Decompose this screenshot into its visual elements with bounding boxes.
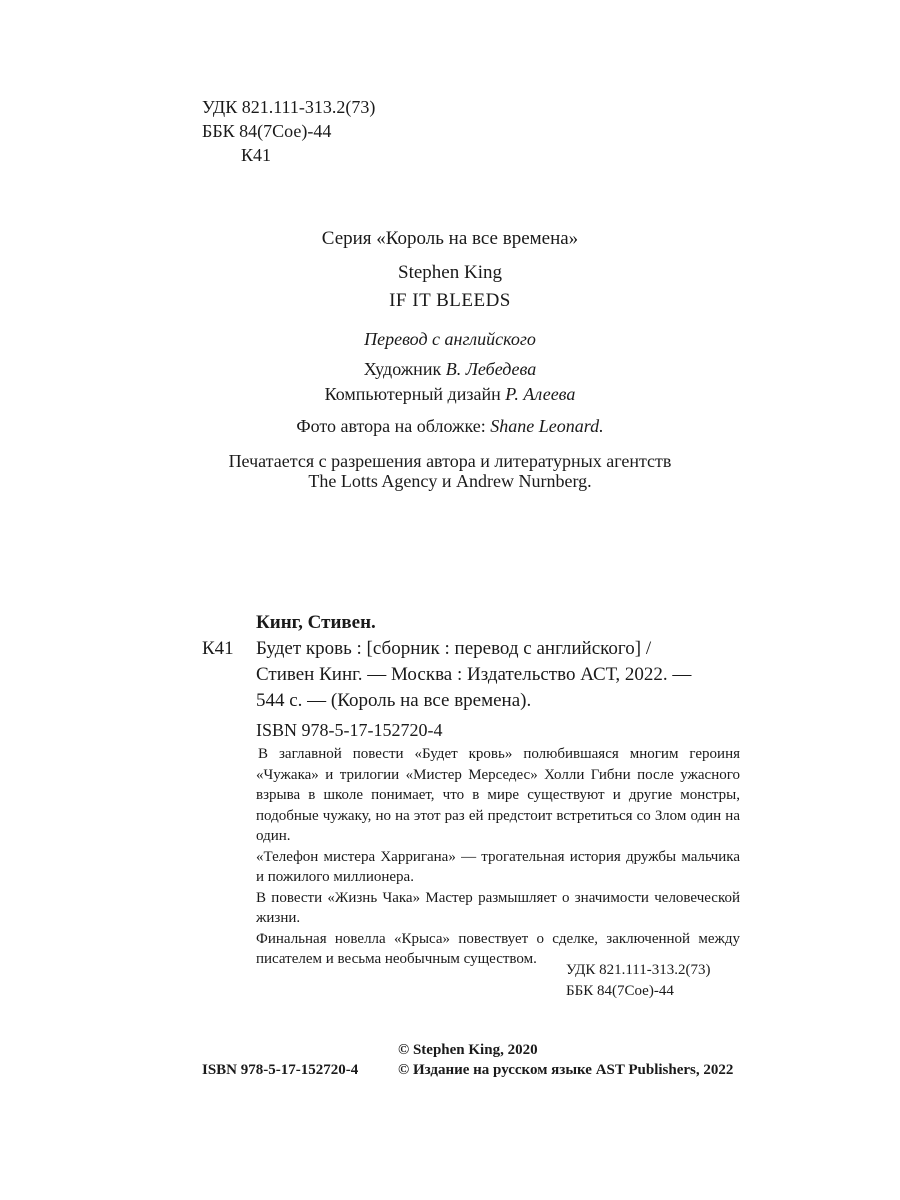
- footer-bbk-code: ББК 84(7Сое)-44: [566, 983, 674, 999]
- annotation-paragraph-3: В повести «Жизнь Чака» Мастер размышляет о значимости человеческой жизни.: [256, 889, 740, 926]
- translation-note: Перевод с английского: [364, 329, 536, 349]
- catalog-isbn: ISBN 978-5-17-152720-4: [256, 720, 443, 740]
- photo-label: Фото автора на обложке:: [296, 416, 491, 436]
- catalog-line-3: 544 с. — (Король на все времена).: [256, 690, 532, 711]
- catalog-line-1: Будет кровь : [сборник : перевод с английского] /: [256, 638, 652, 659]
- series-title: Серия «Король на все времена»: [321, 228, 579, 249]
- bbk-code: ББК 84(7Сое)-44: [202, 121, 332, 141]
- annotation-paragraph-2: «Телефон мистера Харригана» — трогательная история дружбы мальчика и пожилого миллионера.: [256, 848, 740, 885]
- annotation-paragraph-4: Финальная новелла «Крыса» повествует о сделке, заключенной между писателем и весьма необычным существом.: [256, 930, 740, 967]
- author-copyright: © Stephen King, 2020: [398, 1042, 538, 1058]
- permission-line-2: The Lotts Agency и Andrew Nurnberg.: [308, 471, 592, 491]
- designer-credit: [0, 384, 900, 405]
- catalog-author-heading: Кинг, Стивен.: [256, 612, 376, 633]
- original-author: Stephen King: [398, 262, 502, 283]
- designer-name: Р. Алеева: [505, 384, 576, 404]
- copyright-isbn: ISBN 978-5-17-152720-4: [202, 1062, 359, 1078]
- annotation: [256, 744, 740, 970]
- catalog-author-mark: К41: [202, 638, 234, 659]
- artist-credit: [0, 359, 900, 380]
- permission-line-1: Печатается с разрешения автора и литературных агентств: [228, 451, 672, 471]
- annotation-paragraph-1: В заглавной повести «Будет кровь» полюбившаяся многим героиня «Чужака» и трилогии «Мистер Мерседес» Холли Гибни после ужасного взрыва в школе понимает, что в мире существуют и другие монстры, подобные чужаку, но на этот раз ей предстоит встретиться со Злом один на один.: [256, 746, 740, 844]
- original-title: IF IT BLEEDS: [389, 290, 511, 311]
- author-mark: К41: [241, 145, 272, 165]
- footer-udk-code: УДК 821.111-313.2(73): [566, 962, 711, 978]
- artist-name: В. Лебедева: [445, 359, 537, 379]
- artist-label: Художник: [363, 359, 446, 379]
- designer-label: Компьютерный дизайн: [324, 384, 506, 404]
- catalog-line-2: Стивен Кинг. — Москва : Издательство АСТ, 2022. —: [256, 664, 692, 685]
- edition-copyright: © Издание на русском языке AST Publishers, 2022: [398, 1062, 734, 1078]
- photo-credit: [0, 416, 900, 437]
- photo-name: Shane Leonard.: [490, 416, 604, 436]
- udk-code: УДК 821.111-313.2(73): [202, 97, 376, 117]
